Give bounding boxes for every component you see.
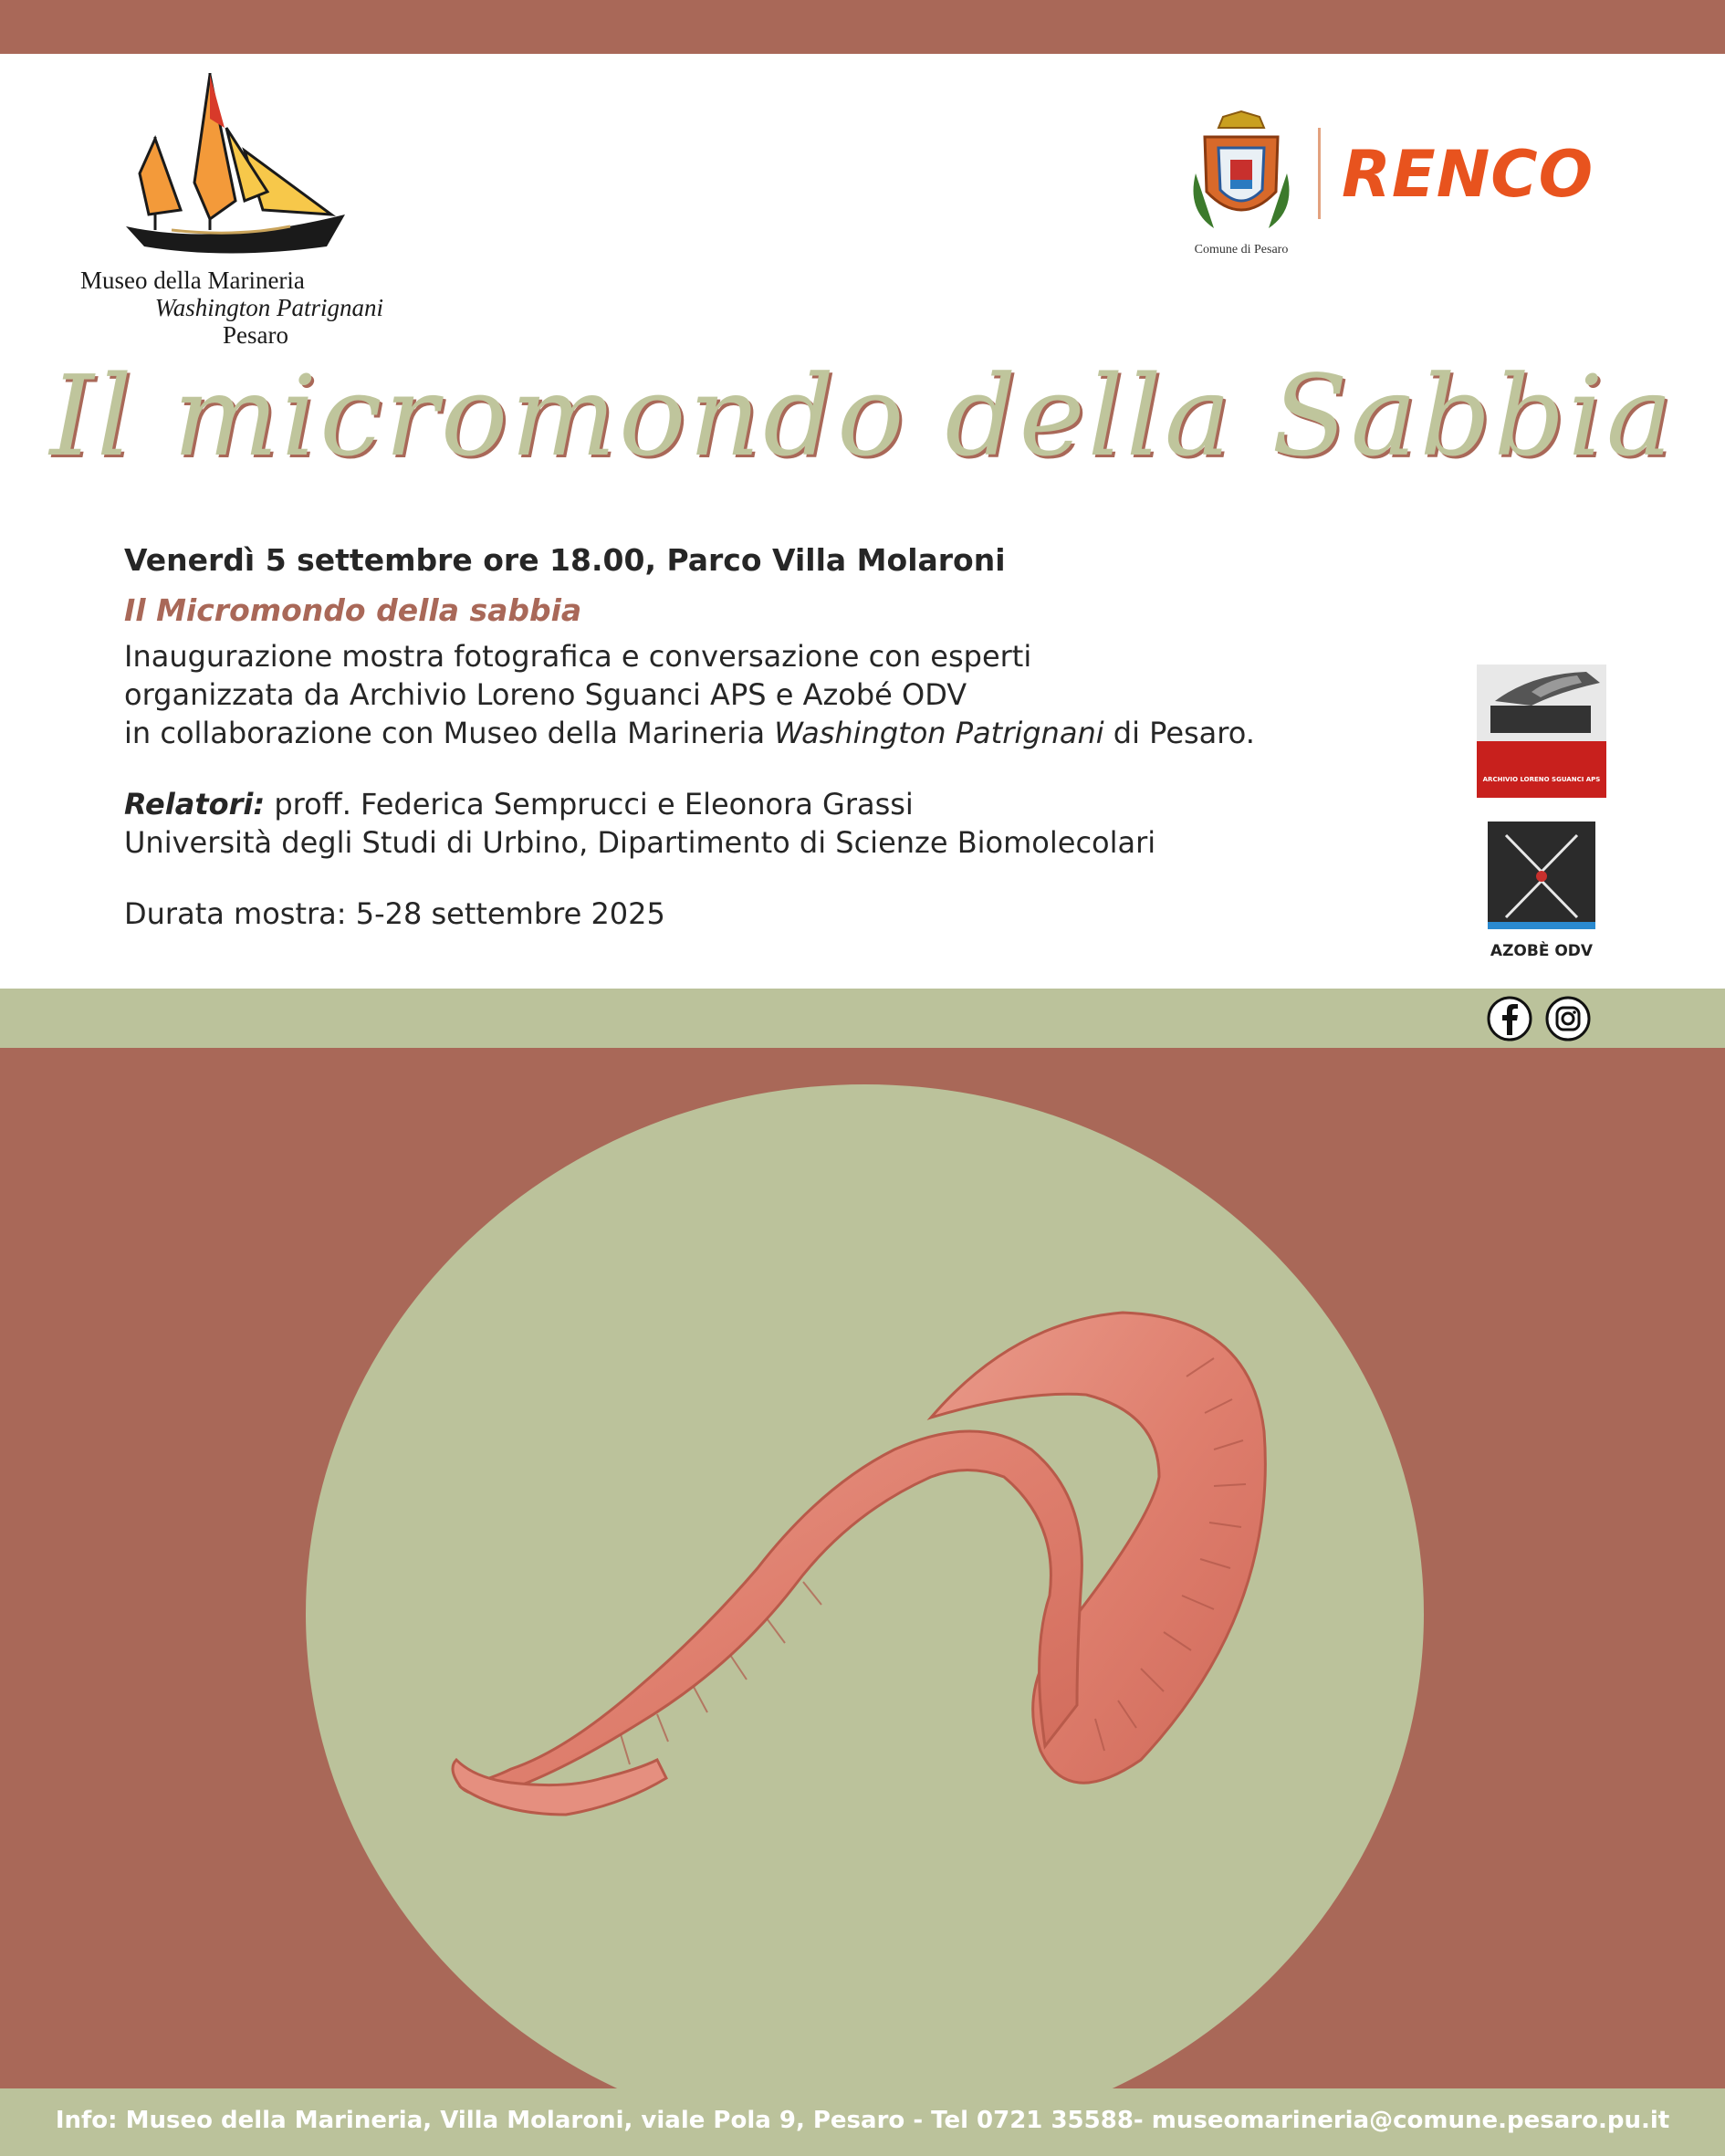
museum-name-line3: Pesaro: [223, 321, 288, 349]
line3-pre: in collaborazione con Museo della Marineria: [124, 716, 775, 750]
comune-label: Comune di Pesaro: [1194, 243, 1289, 256]
top-band: [0, 0, 1725, 54]
description-line3: [124, 714, 1402, 752]
description-line2: organizzata da Archivio Loreno Sguanci APS e Azobé ODV: [124, 677, 967, 712]
facebook-icon[interactable]: [1486, 995, 1533, 1042]
renco-logo: RENCO: [1342, 137, 1594, 212]
archivio-logo: [1477, 665, 1606, 798]
description-line1: Inaugurazione mostra fotografica e conversazione con esperti: [124, 639, 1032, 674]
archivio-label: ARCHIVIO LORENO SGUANCI APS: [1482, 776, 1601, 783]
museum-name: [73, 267, 383, 349]
instagram-icon[interactable]: [1544, 995, 1592, 1042]
museum-logo: [73, 64, 383, 347]
coat-of-arms-icon: [1177, 110, 1305, 237]
exhibition-duration: Durata mostra: 5-28 settembre 2025: [124, 896, 665, 931]
footer: [0, 2088, 1725, 2156]
speakers-line: [124, 785, 1402, 823]
azobe-emblem-icon: [1488, 822, 1595, 929]
logo-divider: [1318, 128, 1321, 219]
footer-info: Info: Museo della Marineria, Villa Molaroni, viale Pola 9, Pesaro - Tel 0721 35588- museomarineria@comune.pesaro.pu.it: [55, 2107, 1670, 2134]
page-title: Il micromondo della Sabbia: [49, 351, 1676, 481]
line3-italic: Washington Patrignani: [774, 716, 1104, 750]
speakers-label: Relatori:: [124, 787, 266, 822]
event-details: [124, 537, 1402, 933]
comune-logo: [1177, 110, 1305, 265]
event-subtitle: Il Micromondo della sabbia: [124, 592, 582, 628]
hero-image-area: [0, 1048, 1725, 2088]
hand-icon: [1477, 665, 1606, 747]
university-line: Università degli Studi di Urbino, Dipartimento di Scienze Biomolecolari: [124, 825, 1156, 860]
social-band: [0, 989, 1725, 1048]
museum-name-line2: Washington Patrignani: [154, 294, 383, 321]
nematode-image: [0, 1048, 1725, 2088]
azobe-label: AZOBÈ ODV: [1490, 942, 1594, 960]
azobe-logo: [1488, 822, 1595, 929]
event-date-place: Venerdì 5 settembre ore 18.00, Parco Villa Molaroni: [124, 542, 1006, 578]
sailboat-icon: [108, 64, 354, 265]
museum-name-line1: Museo della Marineria: [80, 267, 305, 294]
speakers-names: proff. Federica Semprucci e Eleonora Grassi: [265, 787, 914, 822]
speakers: [124, 785, 1402, 862]
event-description: [124, 637, 1402, 752]
line3-post: di Pesaro.: [1103, 716, 1255, 750]
